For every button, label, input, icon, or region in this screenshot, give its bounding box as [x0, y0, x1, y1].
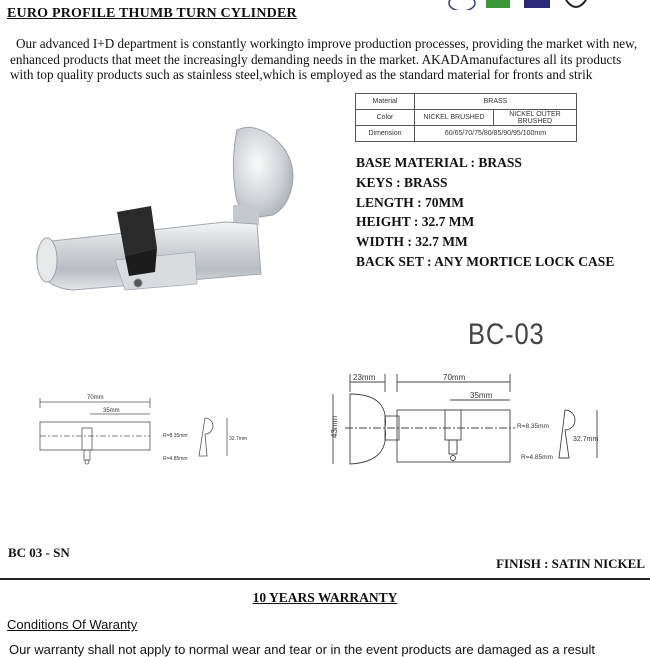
- intro-text: Our advanced I+D department is constantly workingto improve production processes, providing the market with new, enhanced products that meet the increasingly demanding needs in the market. AKADAmanufactures all its products with top quality products such as stainless steel,which is employed as the standard material for fronts and strik: [10, 36, 638, 82]
- page-title: EURO PROFILE THUMB TURN CYLINDER: [7, 6, 297, 21]
- divider: [0, 578, 650, 580]
- quality-management-badge-icon: [524, 0, 552, 10]
- intro-paragraph: [10, 36, 642, 83]
- model-number: BC-03: [468, 318, 545, 351]
- property-keys: KEYS : BRASS: [356, 174, 448, 190]
- conditions-heading: Conditions Of Waranty: [7, 617, 138, 632]
- large-knob-label: 23mm: [353, 373, 376, 382]
- property-width: WIDTH : 32.7 MM: [356, 234, 468, 250]
- small-r-top-label: R=8.35mm: [163, 433, 188, 439]
- large-r-bottom-label: R=4.85mm: [521, 454, 553, 461]
- property-length: LENGTH : 70MM: [356, 194, 464, 210]
- warranty-title: 10 YEARS WARRANTY: [252, 590, 398, 605]
- material-label: Material: [356, 94, 415, 110]
- table-row: [356, 94, 577, 110]
- large-knob-height-label: 43mm: [330, 415, 339, 438]
- bnq-badge-icon: [486, 0, 514, 10]
- color-value-2: NICKEL OUTER BRUSHED: [494, 110, 577, 126]
- property-base-material: BASE MATERIAL : BRASS: [356, 155, 522, 170]
- property-height: HEIGHT : 32.7 MM: [356, 214, 475, 230]
- color-label: Color: [356, 110, 415, 126]
- finish-label: FINISH : SATIN NICKEL: [496, 556, 645, 571]
- large-half-label: 35mm: [470, 391, 493, 400]
- cylinder-photo: [25, 120, 335, 310]
- table-row: [356, 110, 577, 126]
- small-half-label: 35mm: [103, 408, 120, 414]
- warranty-heading: [0, 590, 650, 606]
- large-height-label: 32.7mm: [573, 436, 599, 443]
- small-technical-drawing: [35, 390, 260, 480]
- table-row: [356, 126, 577, 142]
- small-r-bottom-label: R=4.85mm: [163, 456, 188, 462]
- product-code: BC 03 - SN: [8, 545, 70, 560]
- properties-list: [356, 153, 614, 272]
- property-back-set: BACK SET : ANY MORTICE LOCK CASE: [356, 253, 615, 269]
- spec-table: [355, 93, 577, 142]
- circle-badge-icon: [562, 0, 590, 10]
- dimension-label: Dimension: [356, 126, 415, 142]
- certification-logos: [448, 0, 590, 10]
- company-badge-icon: [448, 0, 476, 10]
- large-overall-label: 70mm: [443, 373, 466, 382]
- color-value-1: NICKEL BRUSHED: [415, 110, 494, 126]
- small-height-label: 32.7mm: [229, 436, 248, 442]
- material-value: BRASS: [415, 94, 577, 110]
- large-r-top-label: R=8.35mm: [517, 423, 549, 430]
- large-technical-drawing: [315, 368, 615, 478]
- dimension-value: 60/65/70/75/80/85/90/95/100mm: [415, 126, 577, 142]
- warranty-first-line: Our warranty shall not apply to normal wear and tear or in the event products are damaged as a result: [9, 642, 596, 657]
- small-overall-label: 70mm: [87, 395, 104, 401]
